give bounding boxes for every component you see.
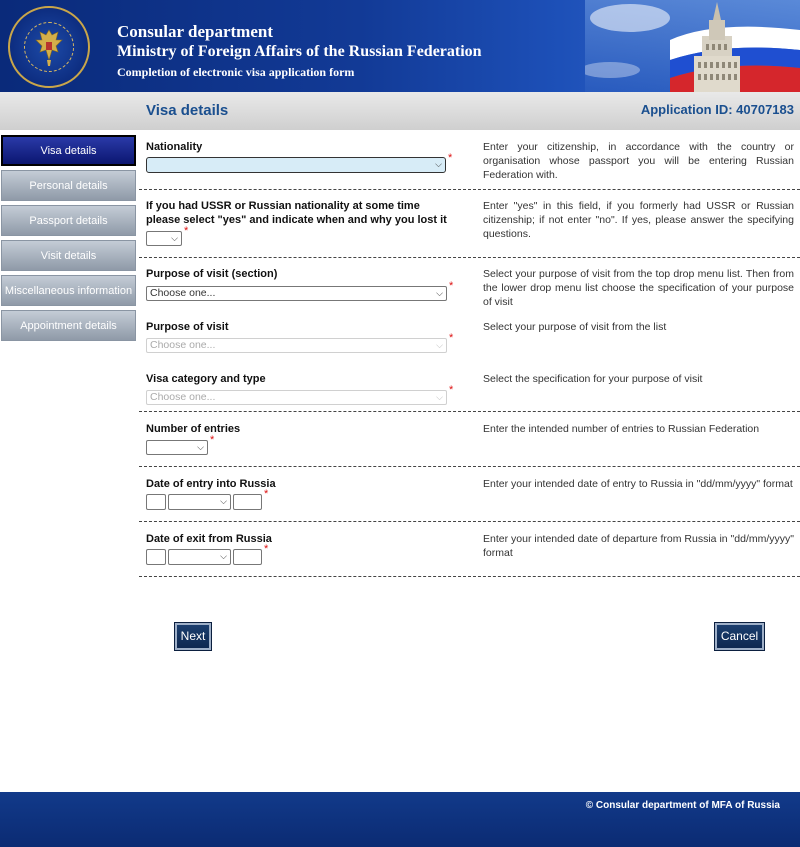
ussr-row: [139, 190, 800, 258]
chevron-down-icon: ⌵: [436, 340, 443, 350]
entry-date-help: Enter your intended date of entry to Russia in "dd/mm/yyyy" format: [483, 478, 793, 490]
purpose-label: Purpose of visit: [146, 321, 229, 333]
entries-row: [139, 412, 800, 467]
purpose-value: Choose one...: [150, 339, 216, 351]
nationality-select[interactable]: [146, 157, 446, 173]
chevron-down-icon: ⌵: [435, 159, 442, 169]
mfa-emblem-icon: [8, 6, 90, 88]
chevron-down-icon: ⌵: [197, 442, 204, 452]
title-bar: [0, 92, 800, 130]
header-subtitle: Completion of electronic visa application form: [117, 65, 355, 79]
entry-day-input[interactable]: [146, 494, 166, 510]
sidebar-item-personal-details[interactable]: Personal details: [1, 170, 136, 201]
next-button[interactable]: Next: [175, 623, 211, 650]
application-id: Application ID: 40707183: [640, 102, 794, 117]
purpose-row: [139, 311, 800, 363]
purpose-section-select[interactable]: [146, 286, 447, 301]
required-mark: *: [449, 384, 454, 396]
required-mark: *: [210, 434, 215, 446]
chevron-down-icon: ⌵: [220, 496, 227, 506]
exit-date-label: Date of exit from Russia: [146, 533, 272, 545]
required-mark: *: [448, 152, 453, 164]
category-help: Select the specification for your purpose of visit: [483, 373, 703, 385]
ussr-select[interactable]: [146, 231, 182, 246]
category-row: [139, 363, 800, 412]
chevron-down-icon: ⌵: [171, 233, 178, 243]
visa-form: [139, 132, 800, 577]
entry-date-row: [139, 467, 800, 522]
ministry-building-flag-icon: [585, 0, 800, 92]
category-select[interactable]: [146, 390, 447, 405]
page-footer: [0, 792, 800, 847]
purpose-help: Select your purpose of visit from the list: [483, 321, 667, 333]
chevron-down-icon: ⌵: [436, 288, 443, 298]
purpose-section-row: [139, 258, 800, 311]
nationality-row: [139, 132, 800, 190]
entry-month-select[interactable]: [168, 494, 231, 510]
exit-day-input[interactable]: [146, 549, 166, 565]
exit-month-select[interactable]: [168, 549, 231, 565]
page-title: Visa details: [146, 102, 229, 119]
exit-year-input[interactable]: [233, 549, 262, 565]
required-mark: *: [449, 280, 454, 292]
purpose-select[interactable]: [146, 338, 447, 353]
nationality-help: Enter your citizenship, in accordance with the country or organisation whose passport you will be entering Russian Federation with.: [483, 141, 794, 181]
entries-label: Number of entries: [146, 423, 241, 435]
purpose-section-label: Purpose of visit (section): [146, 268, 278, 280]
sidebar-nav: [1, 135, 137, 345]
sidebar-item-visit-details[interactable]: Visit details: [1, 240, 136, 271]
category-value: Choose one...: [150, 391, 216, 403]
sidebar-item-miscellaneous-information[interactable]: Miscellaneous information: [1, 275, 136, 306]
purpose-section-value: Choose one...: [150, 287, 216, 299]
entry-date-label: Date of entry into Russia: [146, 478, 276, 490]
ussr-label: If you had USSR or Russian nationality at some time please select "yes" and indicate when and why you lost it: [146, 200, 447, 226]
page-header: [0, 0, 800, 92]
header-ministry: Ministry of Foreign Affairs of the Russian Federation: [117, 43, 482, 60]
purpose-section-help: Select your purpose of visit from the top drop menu list. Then from the lower drop menu list choose the specification of your purpose of visit: [483, 268, 794, 308]
chevron-down-icon: ⌵: [220, 551, 227, 561]
exit-date-row: [139, 522, 800, 577]
copyright-text: © Consular department of MFA of Russia: [585, 800, 780, 811]
sidebar-item-appointment-details[interactable]: Appointment details: [1, 310, 136, 341]
entries-help: Enter the intended number of entries to Russian Federation: [483, 423, 760, 435]
sidebar-item-passport-details[interactable]: Passport details: [1, 205, 136, 236]
sidebar-item-visa-details[interactable]: Visa details: [1, 135, 136, 166]
exit-date-help: Enter your intended date of departure from Russia in "dd/mm/yyyy" format: [483, 533, 794, 559]
category-label: Visa category and type: [146, 373, 266, 385]
cancel-button[interactable]: Cancel: [715, 623, 764, 650]
chevron-down-icon: ⌵: [436, 392, 443, 402]
required-mark: *: [449, 332, 454, 344]
nationality-label: Nationality: [146, 141, 203, 153]
entries-select[interactable]: [146, 440, 208, 455]
required-mark: *: [184, 225, 189, 237]
header-department: Consular department: [117, 22, 273, 41]
required-mark: *: [264, 488, 269, 500]
required-mark: *: [264, 543, 269, 555]
ussr-help: Enter "yes" in this field, if you formerly had USSR or Russian citizenship; if not enter "no". If yes, please answer the specifying questions.: [483, 200, 794, 240]
entry-year-input[interactable]: [233, 494, 262, 510]
